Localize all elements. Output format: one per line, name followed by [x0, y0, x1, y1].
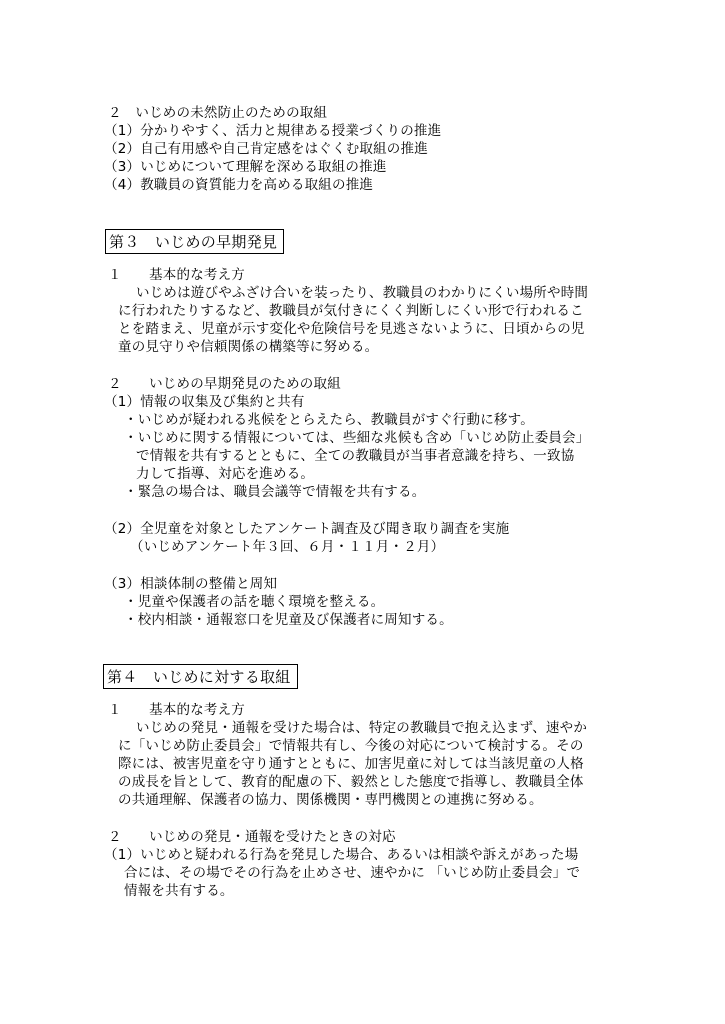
prevention-item-1: （1）分かりやすく、活力と規律ある授業づくりの推進	[104, 123, 442, 139]
section-3-item-1-bullet-2-cont-2: 力して指導、対応を進める。	[136, 466, 315, 482]
section-4-basic-heading: １ 基本的な考え方	[108, 702, 245, 718]
section-3-basic-line-1: いじめは遊びやふざけ合いを装ったり、教職員のわかりにくい場所や時間	[136, 285, 589, 301]
prevention-item-4: （4）教職員の資質能力を高める取組の推進	[104, 177, 374, 193]
section-3-item-1-bullet-3: ・緊急の場合は、職員会議等で情報を共有する。	[124, 484, 426, 500]
prevention-item-3: （3）いじめについて理解を深める取組の推進	[104, 159, 387, 175]
section-3-item-1-bullet-2-cont-1: で情報を共有するとともに、全ての教職員が当事者意識を持ち、一致協	[136, 448, 575, 464]
section-4-basic-line-3: 際には、被害児童を守り通すとともに、加害児童に対しては当該児童の人格	[118, 756, 584, 772]
section-4-basic-line-5: の共通理解、保護者の協力、関係機関・専門機関との連携に努める。	[118, 792, 543, 808]
section-4-response-item-1-line-3: 情報を共有する。	[124, 883, 234, 899]
section-3-item-1-title: （1）情報の収集及び集約と共有	[104, 394, 305, 410]
section-3-basic-heading: １ 基本的な考え方	[108, 267, 245, 283]
section-3-item-2-title: （2）全児童を対象としたアンケート調査及び聞き取り調査を実施	[104, 521, 510, 537]
section-4-title: 第４ いじめに対する取組	[103, 664, 298, 689]
section-4-response-item-1-line-2: 合には、その場でその行為を止めさせ、速やかに 「いじめ防止委員会」で	[124, 865, 581, 881]
prevention-heading: ２ いじめの未然防止のための取組	[108, 105, 328, 121]
section-3-item-2-note: （いじめアンケート年３回、６月・１１月・２月）	[130, 539, 445, 555]
section-3-basic-line-3: とを踏まえ、児童が示す変化や危険信号を見逃さないように、日頃からの児	[118, 321, 585, 337]
section-3-item-1-bullet-1: ・いじめが疑われる兆候をとらえたら、教職員がすぐ行動に移す。	[124, 412, 534, 428]
section-3-item-3-title: （3）相談体制の整備と周知	[104, 576, 278, 592]
section-3-item-1-bullet-2: ・いじめに関する情報については、些細な兆候も含め「いじめ防止委員会」	[124, 430, 590, 446]
section-4-basic-line-1: いじめの発見・通報を受けた場合は、特定の教職員で抱え込まず、速やか	[136, 720, 588, 736]
prevention-item-2: （2）自己有用感や自己肯定感をはぐくむ取組の推進	[104, 141, 428, 157]
section-4-response-heading: ２ いじめの発見・通報を受けたときの対応	[108, 829, 396, 845]
section-3-measures-heading: ２ いじめの早期発見のための取組	[108, 376, 341, 392]
section-3-item-3-bullet-1: ・児童や保護者の話を聴く環境を整える。	[124, 594, 385, 610]
section-4-basic-line-4: の成長を旨として、教育的配慮の下、毅然とした態度で指導し、教職員全体	[118, 774, 584, 790]
section-4-basic-line-2: に「いじめ防止委員会」で情報共有し、今後の対応について検討する。その	[118, 738, 584, 754]
section-3-basic-line-2: に行われたりするなど、教職員が気付きにくく判断しにくい形で行われるこ	[118, 303, 584, 319]
section-3-basic-line-4: 童の見守りや信頼関係の構築等に努める。	[118, 339, 379, 355]
section-3-item-3-bullet-2: ・校内相談・通報窓口を児童及び保護者に周知する。	[124, 612, 453, 628]
section-3-title: 第３ いじめの早期発見	[105, 229, 284, 254]
section-4-response-item-1-line-1: （1）いじめと疑われる行為を発見した場合、あるいは相談や訴えがあった場	[104, 847, 579, 863]
